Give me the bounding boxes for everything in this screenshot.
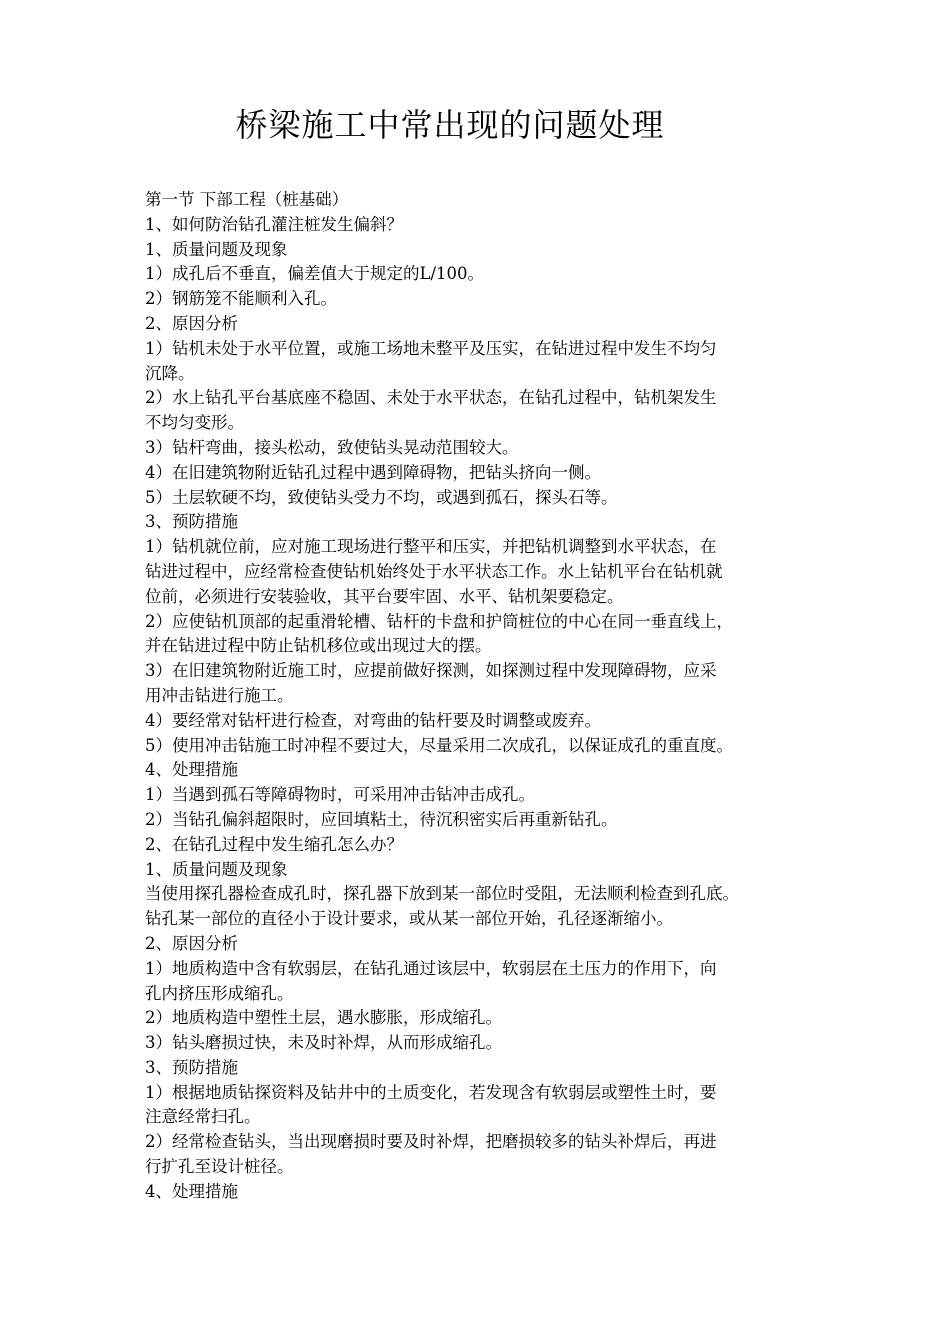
text-line: 3）在旧建筑物附近施工时，应提前做好探测，如探测过程中发现障碍物，应采 xyxy=(145,661,717,681)
text-line: 2）当钻孔偏斜超限时，应回填粘土，待沉积密实后再重新钻孔。 xyxy=(145,809,618,829)
text-line: 2、原因分析 xyxy=(145,933,238,953)
text-line: 用冲击钻进行施工。 xyxy=(145,685,294,705)
document-body xyxy=(145,188,810,1205)
text-line: 第一节 下部工程（桩基础） xyxy=(145,190,349,209)
text-line: 2）应使钻机顶部的起重滑轮槽、钻杆的卡盘和护筒桩位的中心在同一垂直线上， xyxy=(145,611,733,631)
text-line: 并在钻进过程中防止钻机移位或出现过大的摆。 xyxy=(145,636,492,656)
text-line: 2、在钻孔过程中发生缩孔怎么办？ xyxy=(145,834,403,854)
text-line: 1）当遇到孤石等障碍物时，可采用冲击钻冲击成孔。 xyxy=(145,785,535,805)
text-line: 2）钢筋笼不能顺利入孔。 xyxy=(145,289,337,309)
text-line: 4、处理措施 xyxy=(145,1181,238,1201)
text-line: 注意经常扫孔。 xyxy=(145,1107,261,1127)
text-line: 钻进过程中，应经常检查使钻机始终处于水平状态工作。水上钻机平台在钻机就 xyxy=(145,561,723,581)
document-title: 桥梁施工中常出现的问题处理 xyxy=(235,106,665,144)
text-line: 4）在旧建筑物附近钻孔过程中遇到障碍物，把钻头挤向一侧。 xyxy=(145,462,601,482)
text-line: 3、预防措施 xyxy=(145,512,238,532)
text-line: 4）要经常对钻杆进行检查，对弯曲的钻杆要及时调整或废弃。 xyxy=(145,710,601,730)
text-line: 1）钻机未处于水平位置，或施工场地未整平及压实，在钻进过程中发生不均匀 xyxy=(145,338,717,358)
text-line: 1）地质构造中含有软弱层，在钻孔通过该层中，软弱层在土压力的作用下，向 xyxy=(145,958,717,978)
text-line: 1）钻机就位前，应对施工现场进行整平和压实，并把钻机调整到水平状态，在 xyxy=(145,537,717,557)
text-line: 2）经常检查钻头，当出现磨损时要及时补焊，把磨损较多的钻头补焊后，再进 xyxy=(145,1132,717,1152)
text-line: 1、质量问题及现象 xyxy=(145,239,288,259)
text-line: 1）成孔后不垂直，偏差值大于规定的L/100。 xyxy=(145,264,485,284)
text-line: 5）使用冲击钻施工时冲程不要过大，尽量采用二次成孔，以保证成孔的重直度。 xyxy=(145,735,733,755)
text-line: 孔内挤压形成缩孔。 xyxy=(145,983,294,1003)
text-line: 5）土层软硬不均，致使钻头受力不均，或遇到孤石，探头石等。 xyxy=(145,487,618,507)
text-line: 1、如何防治钻孔灌注桩发生偏斜？ xyxy=(145,214,403,234)
text-line: 行扩孔至设计桩径。 xyxy=(145,1157,294,1177)
text-line: 2）地质构造中塑性土层，遇水膨胀，形成缩孔。 xyxy=(145,1008,502,1028)
text-line: 当使用探孔器检查成孔时，探孔器下放到某一部位时受阻，无法顺利检查到孔底。 xyxy=(145,884,739,904)
text-line: 1、质量问题及现象 xyxy=(145,859,288,879)
text-line: 4、处理措施 xyxy=(145,760,238,780)
text-line: 2）水上钻孔平台基底座不稳固、未处于水平状态，在钻孔过程中，钻机架发生 xyxy=(145,388,717,408)
text-line: 钻孔某一部位的直径小于设计要求，或从某一部位开始，孔径逐渐缩小。 xyxy=(145,909,673,929)
text-line: 2、原因分析 xyxy=(145,313,238,333)
text-line: 3、预防措施 xyxy=(145,1057,238,1077)
text-line: 位前，必须进行安装验收，其平台要牢固、水平、钻机架要稳定。 xyxy=(145,586,624,606)
text-line: 3）钻头磨损过快，未及时补焊，从而形成缩孔。 xyxy=(145,1033,502,1053)
text-line: 不均匀变形。 xyxy=(145,413,244,433)
text-line: 3）钻杆弯曲，接头松动，致使钻头晃动范围较大。 xyxy=(145,437,519,457)
text-line: 1）根据地质钻探资料及钻井中的土质变化，若发现含有软弱层或塑性土时，要 xyxy=(145,1082,717,1102)
text-line: 沉降。 xyxy=(145,363,195,383)
